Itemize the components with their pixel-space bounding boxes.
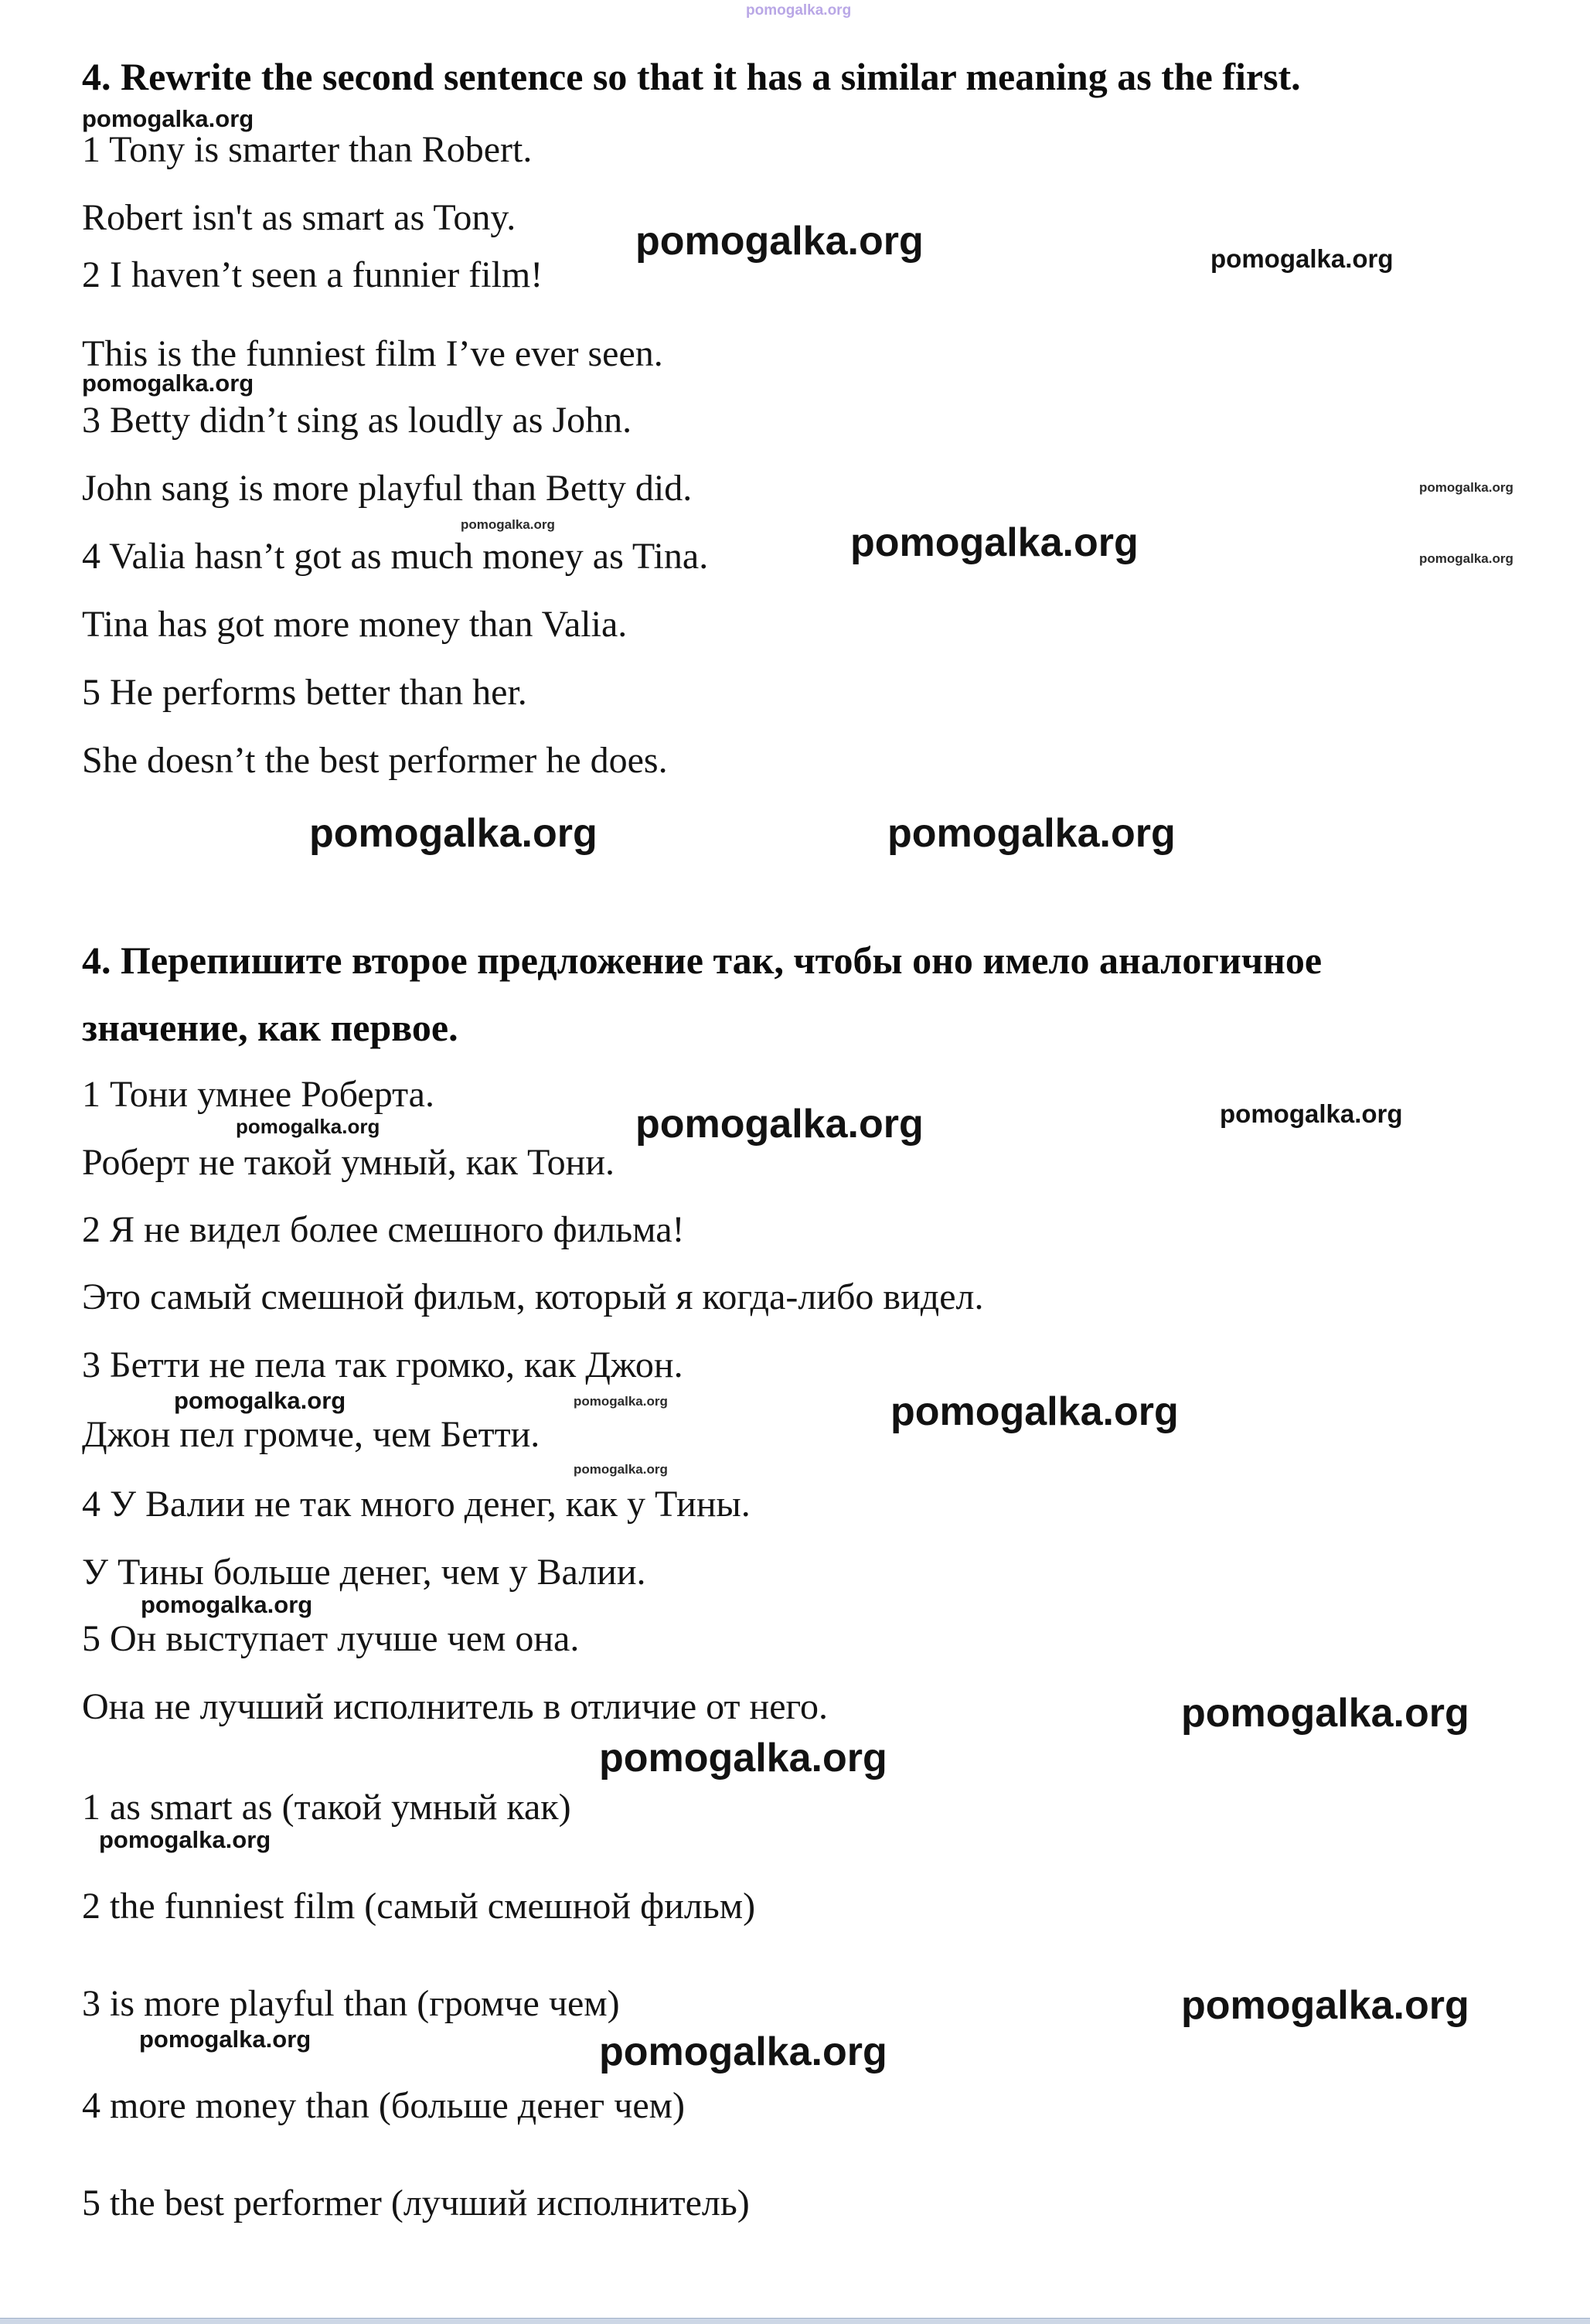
watermark: pomogalka.org bbox=[574, 1462, 668, 1477]
watermark: pomogalka.org bbox=[99, 1826, 271, 1853]
exercise-line: This is the funniest film I’ve ever seen. bbox=[82, 333, 663, 374]
watermark: pomogalka.org bbox=[1220, 1099, 1403, 1128]
watermark: pomogalka.org bbox=[574, 1394, 668, 1409]
vocab-line: 4 more money than (больше денег чем) bbox=[82, 2085, 685, 2126]
page-bottom-edge bbox=[0, 2318, 1590, 2324]
watermark: pomogalka.org bbox=[746, 2, 852, 19]
exercise-line: 1 Тони умнее Роберта. bbox=[82, 1074, 434, 1115]
watermark: pomogalka.org bbox=[599, 1736, 887, 1780]
watermark: pomogalka.org bbox=[1210, 244, 1394, 273]
exercise-line: 2 Я не видел более смешного фильма! bbox=[82, 1209, 685, 1250]
watermark: pomogalka.org bbox=[139, 2026, 312, 2053]
watermark: pomogalka.org bbox=[461, 517, 555, 532]
russian-title-line2: значение, как первое. bbox=[82, 1006, 458, 1049]
watermark: pomogalka.org bbox=[82, 105, 254, 132]
exercise-line: 5 Он выступает лучше чем она. bbox=[82, 1618, 580, 1659]
vocab-line: 5 the best performer (лучший исполнитель) bbox=[82, 2183, 750, 2223]
vocab-line: 3 is more playful than (громче чем) bbox=[82, 1983, 620, 2024]
exercise-line: Она не лучший исполнитель в отличие от него. bbox=[82, 1686, 828, 1727]
watermark: pomogalka.org bbox=[82, 370, 254, 397]
english-title: 4. Rewrite the second sentence so that it has a similar meaning as the first. bbox=[82, 55, 1301, 98]
exercise-line: She doesn’t the best performer he does. bbox=[82, 740, 668, 781]
watermark: pomogalka.org bbox=[174, 1387, 346, 1414]
watermark: pomogalka.org bbox=[236, 1115, 380, 1138]
vocab-line: 2 the funniest film (самый смешной фильм) bbox=[82, 1886, 756, 1927]
exercise-line: Tina has got more money than Valia. bbox=[82, 604, 628, 645]
exercise-line: 3 Бетти не пела так громко, как Джон. bbox=[82, 1344, 683, 1385]
watermark: pomogalka.org bbox=[635, 219, 924, 264]
watermark: pomogalka.org bbox=[1181, 1691, 1469, 1736]
watermark: pomogalka.org bbox=[1419, 480, 1513, 495]
watermark: pomogalka.org bbox=[1419, 551, 1513, 566]
exercise-line: 5 He performs better than her. bbox=[82, 672, 527, 713]
vocab-line: 1 as smart as (такой умный как) bbox=[82, 1787, 571, 1828]
watermark: pomogalka.org bbox=[309, 811, 598, 856]
exercise-line: 4 У Валии не так много денег, как у Тины. bbox=[82, 1484, 751, 1525]
watermark: pomogalka.org bbox=[635, 1102, 924, 1147]
watermark: pomogalka.org bbox=[887, 811, 1176, 856]
watermark: pomogalka.org bbox=[141, 1591, 313, 1618]
exercise-line: 1 Tony is smarter than Robert. bbox=[82, 129, 533, 170]
exercise-line: Джон пел громче, чем Бетти. bbox=[82, 1414, 540, 1455]
exercise-line: У Тины больше денег, чем у Валии. bbox=[82, 1552, 646, 1593]
exercise-line: Robert isn't as smart as Tony. bbox=[82, 197, 516, 238]
exercise-line: 2 I haven’t seen a funnier film! bbox=[82, 254, 543, 295]
exercise-line: Роберт не такой умный, как Тони. bbox=[82, 1142, 615, 1183]
exercise-line: 3 Betty didn’t sing as loudly as John. bbox=[82, 400, 632, 441]
exercise-line: John sang is more playful than Betty did. bbox=[82, 468, 693, 509]
russian-title-line1: 4. Перепишите второе предложение так, чтобы оно имело аналогичное bbox=[82, 939, 1323, 982]
exercise-line: 4 Valia hasn’t got as much money as Tina. bbox=[82, 536, 709, 577]
watermark: pomogalka.org bbox=[890, 1389, 1179, 1434]
exercise-line: Это самый смешной фильм, который я когда-либо видел. bbox=[82, 1276, 984, 1317]
watermark: pomogalka.org bbox=[850, 520, 1139, 565]
watermark: pomogalka.org bbox=[599, 2029, 887, 2074]
watermark: pomogalka.org bbox=[1181, 1983, 1469, 2028]
